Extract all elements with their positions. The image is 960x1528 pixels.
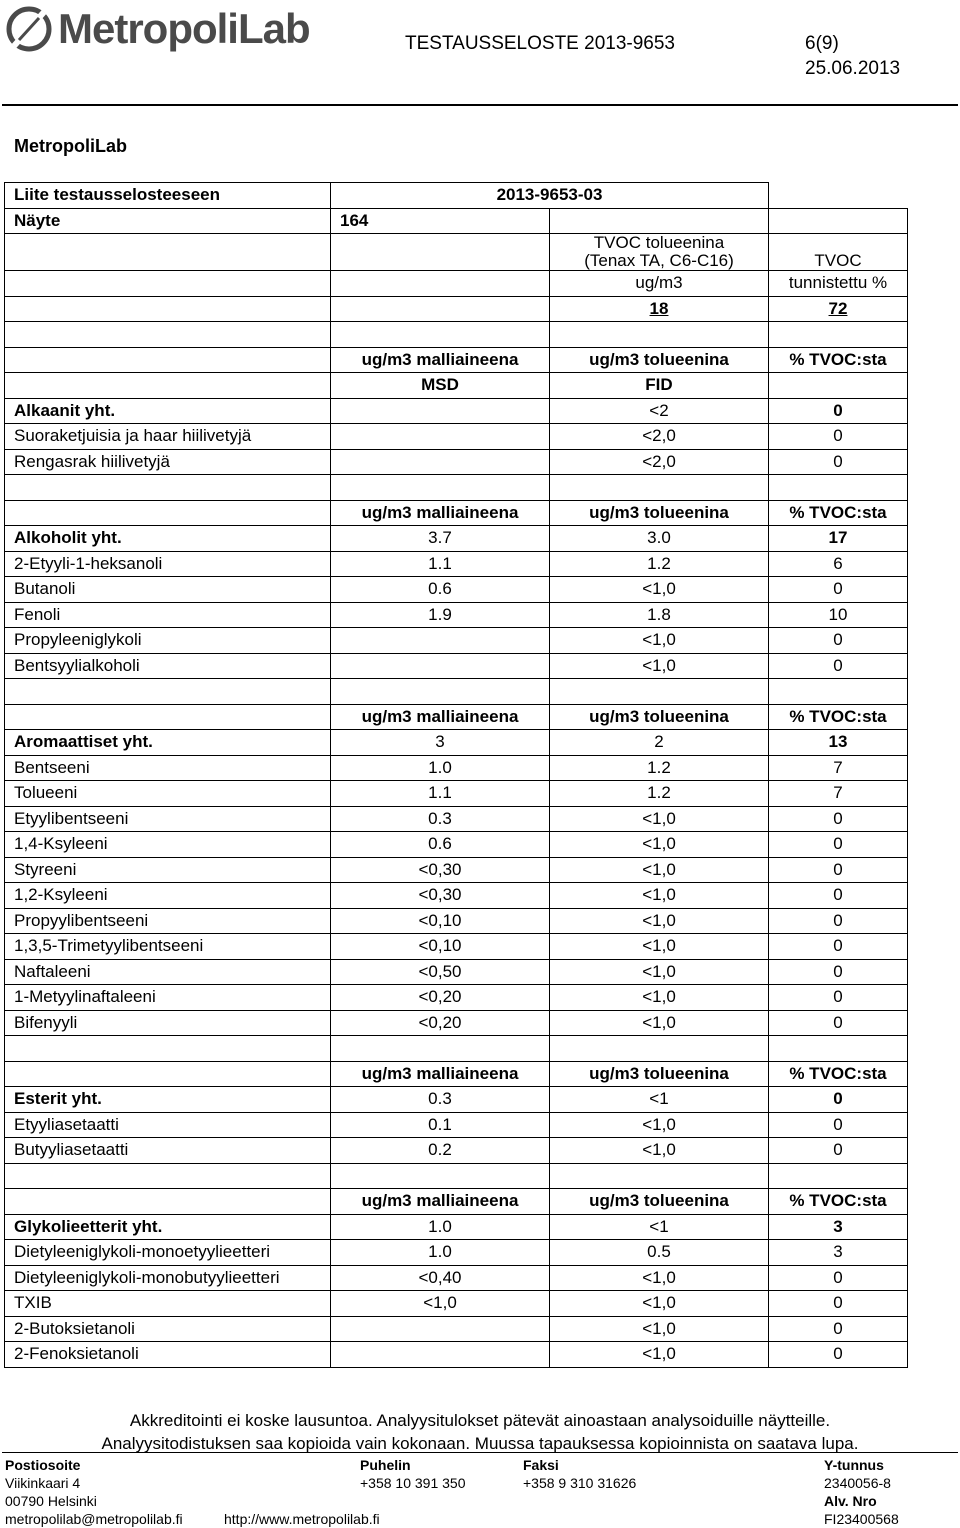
value-tolueenina: <1,0 <box>550 1112 769 1138</box>
header-empty-cell <box>5 1061 331 1087</box>
compound-name: Fenoli <box>5 602 331 628</box>
footer-phone <box>360 1456 466 1492</box>
value-tvoc-percent: 0 <box>769 1291 908 1317</box>
column-header-row <box>5 1189 908 1215</box>
results-table <box>4 182 908 1368</box>
compound-name: 2-Fenoksietanoli <box>5 1342 331 1368</box>
value-malliaineena: <1,0 <box>331 1291 550 1317</box>
value-tolueenina: <1,0 <box>550 959 769 985</box>
value-malliaineena <box>331 653 550 679</box>
detector-row <box>5 373 908 399</box>
group-name: Glykolieetterit yht. <box>5 1214 331 1240</box>
value-tolueenina: <1,0 <box>550 1291 769 1317</box>
value-tolueenina: 1.2 <box>550 781 769 807</box>
group-total-row <box>5 398 908 424</box>
group-name: Esterit yht. <box>5 1087 331 1113</box>
company-name: MetropoliLab <box>14 136 127 156</box>
value-malliaineena: 0.6 <box>331 577 550 603</box>
compound-name: TXIB <box>5 1291 331 1317</box>
compound-row <box>5 1316 908 1342</box>
value-tvoc-percent: 0 <box>769 1010 908 1036</box>
compound-row <box>5 1010 908 1036</box>
compound-row <box>5 449 908 475</box>
header-empty-cell <box>5 704 331 730</box>
value-tolueenina: <1,0 <box>550 628 769 654</box>
compound-name: Etyyliasetaatti <box>5 1112 331 1138</box>
value-tvoc-percent: 0 <box>769 1112 908 1138</box>
value-tolueenina: 1.8 <box>550 602 769 628</box>
alv-value: FI23400568 <box>824 1511 899 1527</box>
value-malliaineena <box>331 449 550 475</box>
value-tvoc-percent: 0 <box>769 398 908 424</box>
group-total-row <box>5 1087 908 1113</box>
value-malliaineena <box>331 628 550 654</box>
col-header-malliaineena: ug/m3 malliaineena <box>331 347 550 373</box>
phone-number: +358 10 391 350 <box>360 1475 466 1491</box>
compound-name: Dietyleeniglykoli-monobutyylieetteri <box>5 1265 331 1291</box>
value-tvoc-percent: 0 <box>769 934 908 960</box>
value-tolueenina: <1 <box>550 1214 769 1240</box>
city: 00790 Helsinki <box>5 1493 97 1509</box>
value-malliaineena <box>331 424 550 450</box>
attachment-row <box>5 183 908 209</box>
value-tvoc-percent: 6 <box>769 551 908 577</box>
value-tolueenina: <1,0 <box>550 1316 769 1342</box>
brand-name: MetropoliLab <box>58 5 310 52</box>
value-malliaineena: <0,30 <box>331 857 550 883</box>
value-tvoc-percent: 0 <box>769 1138 908 1164</box>
value-tvoc-percent: 0 <box>769 832 908 858</box>
value-malliaineena: 3.7 <box>331 526 550 552</box>
fax-label: Faksi <box>523 1457 559 1473</box>
compound-name: Styreeni <box>5 857 331 883</box>
value-tolueenina: <1,0 <box>550 857 769 883</box>
compound-name: Propyleeniglykoli <box>5 628 331 654</box>
value-malliaineena: 0.2 <box>331 1138 550 1164</box>
footer-ids <box>824 1456 899 1528</box>
compound-row <box>5 1138 908 1164</box>
value-malliaineena: 3 <box>331 730 550 756</box>
col-header-tolueenina: ug/m3 tolueenina <box>550 500 769 526</box>
value-tvoc-percent: 0 <box>769 959 908 985</box>
address-label: Postiosoite <box>5 1457 81 1473</box>
value-tolueenina: <1 <box>550 1087 769 1113</box>
value-tvoc-percent: 0 <box>769 577 908 603</box>
compound-row <box>5 1291 908 1317</box>
web-link[interactable]: http://www.metropolilab.fi <box>224 1511 380 1527</box>
col-header-malliaineena: ug/m3 malliaineena <box>331 704 550 730</box>
column-header-row <box>5 347 908 373</box>
value-tvoc-percent: 0 <box>769 1342 908 1368</box>
header-empty-cell <box>5 500 331 526</box>
column-header-row <box>5 500 908 526</box>
value-tolueenina: <1,0 <box>550 806 769 832</box>
detector-msd: MSD <box>331 373 550 399</box>
value-tvoc-percent: 17 <box>769 526 908 552</box>
compound-name: Butyyliasetaatti <box>5 1138 331 1164</box>
value-tvoc-percent: 0 <box>769 449 908 475</box>
value-malliaineena: <0,20 <box>331 1010 550 1036</box>
column-header-row <box>5 704 908 730</box>
value-tolueenina: <1,0 <box>550 985 769 1011</box>
compound-name: Butanoli <box>5 577 331 603</box>
compound-row <box>5 806 908 832</box>
tvoc-identified-value: 72 <box>769 296 908 322</box>
ytunnus-label: Y-tunnus <box>824 1457 884 1473</box>
compound-row <box>5 985 908 1011</box>
compound-row <box>5 755 908 781</box>
value-tvoc-percent: 0 <box>769 424 908 450</box>
group-name: Aromaattiset yht. <box>5 730 331 756</box>
tvoc-toluene-unit: ug/m3 <box>550 271 769 297</box>
value-malliaineena: 0.3 <box>331 806 550 832</box>
attachment-label: Liite testausselosteeseen <box>5 183 331 209</box>
value-tvoc-percent: 0 <box>769 1265 908 1291</box>
value-malliaineena: 1.0 <box>331 1240 550 1266</box>
sample-row <box>5 208 908 234</box>
alv-label: Alv. Nro <box>824 1493 877 1509</box>
footer-notes <box>0 1409 960 1455</box>
value-tolueenina: <2,0 <box>550 449 769 475</box>
value-tolueenina: <1,0 <box>550 653 769 679</box>
compound-name: Bifenyyli <box>5 1010 331 1036</box>
value-malliaineena: 1.0 <box>331 755 550 781</box>
metropolilab-logo-icon <box>6 6 52 52</box>
tvoc-toluene-value: 18 <box>550 296 769 322</box>
footer-divider <box>2 1452 958 1453</box>
compound-row <box>5 832 908 858</box>
compound-row <box>5 1240 908 1266</box>
value-malliaineena: 1.1 <box>331 551 550 577</box>
value-tolueenina: <1,0 <box>550 1138 769 1164</box>
compound-row <box>5 1265 908 1291</box>
header-empty-cell <box>5 347 331 373</box>
compound-row <box>5 653 908 679</box>
col-header-tvoc-percent: % TVOC:sta <box>769 704 908 730</box>
column-header-row <box>5 1061 908 1087</box>
sample-label: Näyte <box>5 208 331 234</box>
compound-name: Propyylibentseeni <box>5 908 331 934</box>
report-title: TESTAUSSELOSTE 2013-9653 <box>405 33 675 54</box>
group-name: Alkaanit yht. <box>5 398 331 424</box>
value-tolueenina: <1,0 <box>550 883 769 909</box>
email-link[interactable]: metropolilab@metropolilab.fi <box>5 1511 183 1527</box>
spacer-row <box>5 679 908 705</box>
value-malliaineena: <0,10 <box>331 908 550 934</box>
group-total-row <box>5 730 908 756</box>
value-tvoc-percent: 10 <box>769 602 908 628</box>
value-tvoc-percent: 0 <box>769 806 908 832</box>
compound-row <box>5 908 908 934</box>
value-tvoc-percent: 7 <box>769 755 908 781</box>
brand-logo <box>6 5 310 53</box>
value-tvoc-percent: 0 <box>769 1087 908 1113</box>
value-tvoc-percent: 13 <box>769 730 908 756</box>
col-header-tolueenina: ug/m3 tolueenina <box>550 704 769 730</box>
value-tolueenina: <2 <box>550 398 769 424</box>
tvoc-toluene-header: TVOC tolueenina (Tenax TA, C6-C16) <box>550 234 769 271</box>
attachment-value: 2013-9653-03 <box>331 183 769 209</box>
col-header-malliaineena: ug/m3 malliaineena <box>331 1061 550 1087</box>
col-header-tvoc-percent: % TVOC:sta <box>769 500 908 526</box>
compound-name: Bentseeni <box>5 755 331 781</box>
compound-name: 1,2-Ksyleeni <box>5 883 331 909</box>
value-tolueenina: 2 <box>550 730 769 756</box>
compound-row <box>5 1112 908 1138</box>
street: Viikinkaari 4 <box>5 1475 81 1491</box>
value-tvoc-percent: 3 <box>769 1240 908 1266</box>
compound-name: Bentsyylialkoholi <box>5 653 331 679</box>
detector-fid: FID <box>550 373 769 399</box>
value-malliaineena <box>331 1316 550 1342</box>
compound-name: Naftaleeni <box>5 959 331 985</box>
value-tvoc-percent: 7 <box>769 781 908 807</box>
col-header-tolueenina: ug/m3 tolueenina <box>550 1061 769 1087</box>
compound-name: 1-Metyylinaftaleeni <box>5 985 331 1011</box>
value-malliaineena: 0.1 <box>331 1112 550 1138</box>
value-tvoc-percent: 3 <box>769 1214 908 1240</box>
value-malliaineena <box>331 398 550 424</box>
spacer-row <box>5 322 908 348</box>
compound-name: 1,4-Ksyleeni <box>5 832 331 858</box>
tvoc-identified-unit: tunnistettu % <box>769 271 908 297</box>
tvoc-header-row <box>5 234 908 271</box>
tvoc-value-row <box>5 296 908 322</box>
group-total-row <box>5 1214 908 1240</box>
compound-row <box>5 628 908 654</box>
value-tolueenina: <1,0 <box>550 1342 769 1368</box>
compound-name: Etyylibentseeni <box>5 806 331 832</box>
value-tolueenina: <2,0 <box>550 424 769 450</box>
compound-row <box>5 577 908 603</box>
phone-label: Puhelin <box>360 1457 411 1473</box>
compound-name: 2-Butoksietanoli <box>5 1316 331 1342</box>
value-malliaineena: <0,40 <box>331 1265 550 1291</box>
value-malliaineena: <0,10 <box>331 934 550 960</box>
accreditation-note: Akkreditointi ei koske lausuntoa. Analyysitulokset pätevät ainoastaan analysoiduille näytteille. <box>129 1411 831 1430</box>
group-name: Alkoholit yht. <box>5 526 331 552</box>
compound-row <box>5 781 908 807</box>
col-header-tvoc-percent: % TVOC:sta <box>769 1061 908 1087</box>
compound-row <box>5 424 908 450</box>
value-tolueenina: <1,0 <box>550 1265 769 1291</box>
value-malliaineena: 0.6 <box>331 832 550 858</box>
group-total-row <box>5 526 908 552</box>
value-tvoc-percent: 0 <box>769 883 908 909</box>
value-tolueenina: 1.2 <box>550 551 769 577</box>
compound-name: Suoraketjuisia ja haar hiilivetyjä <box>5 424 331 450</box>
col-header-malliaineena: ug/m3 malliaineena <box>331 500 550 526</box>
compound-row <box>5 857 908 883</box>
compound-row <box>5 934 908 960</box>
footer-fax <box>523 1456 636 1492</box>
col-header-tvoc-percent: % TVOC:sta <box>769 1189 908 1215</box>
spacer-row <box>5 475 908 501</box>
col-header-tolueenina: ug/m3 tolueenina <box>550 1189 769 1215</box>
footer-web <box>224 1510 380 1528</box>
compound-name: Dietyleeniglykoli-monoetyylieetteri <box>5 1240 331 1266</box>
value-malliaineena <box>331 1342 550 1368</box>
value-malliaineena: <0,20 <box>331 985 550 1011</box>
col-header-tolueenina: ug/m3 tolueenina <box>550 347 769 373</box>
value-malliaineena: <0,50 <box>331 959 550 985</box>
fax-number: +358 9 310 31626 <box>523 1475 637 1491</box>
compound-row <box>5 602 908 628</box>
report-date: 25.06.2013 <box>805 58 901 79</box>
value-malliaineena: 1.9 <box>331 602 550 628</box>
compound-name: Tolueeni <box>5 781 331 807</box>
sample-value: 164 <box>331 208 550 234</box>
value-tolueenina: 1.2 <box>550 755 769 781</box>
col-header-tvoc-percent: % TVOC:sta <box>769 347 908 373</box>
value-tvoc-percent: 0 <box>769 628 908 654</box>
value-tolueenina: 3.0 <box>550 526 769 552</box>
ytunnus-value: 2340056-8 <box>824 1475 891 1491</box>
col-header-malliaineena: ug/m3 malliaineena <box>331 1189 550 1215</box>
footer-address <box>5 1456 183 1528</box>
compound-name: 1,3,5-Trimetyylibentseeni <box>5 934 331 960</box>
value-tvoc-percent: 0 <box>769 908 908 934</box>
compound-row <box>5 1342 908 1368</box>
compound-name: Rengasrak hiilivetyjä <box>5 449 331 475</box>
value-tvoc-percent: 0 <box>769 1316 908 1342</box>
spacer-row <box>5 1163 908 1189</box>
value-malliaineena: <0,30 <box>331 883 550 909</box>
tvoc-identified-header: TVOC <box>769 234 908 271</box>
value-tolueenina: <1,0 <box>550 934 769 960</box>
value-malliaineena: 1.1 <box>331 781 550 807</box>
value-tolueenina: 0.5 <box>550 1240 769 1266</box>
page-number: 6(9) <box>805 33 839 54</box>
value-tolueenina: <1,0 <box>550 577 769 603</box>
tvoc-unit-row <box>5 271 908 297</box>
header-divider <box>2 104 958 106</box>
header-empty-cell <box>5 1189 331 1215</box>
spacer-row <box>5 1036 908 1062</box>
value-malliaineena: 1.0 <box>331 1214 550 1240</box>
value-malliaineena: 0.3 <box>331 1087 550 1113</box>
value-tolueenina: <1,0 <box>550 1010 769 1036</box>
compound-row <box>5 883 908 909</box>
copy-note: Analyysitodistuksen saa kopioida vain kokonaan. Muussa tapauksessa kopioinnista on saatava lupa. <box>101 1434 859 1453</box>
compound-name: 2-Etyyli-1-heksanoli <box>5 551 331 577</box>
compound-row <box>5 551 908 577</box>
value-tolueenina: <1,0 <box>550 908 769 934</box>
value-tvoc-percent: 0 <box>769 653 908 679</box>
compound-row <box>5 959 908 985</box>
value-tolueenina: <1,0 <box>550 832 769 858</box>
value-tvoc-percent: 0 <box>769 857 908 883</box>
value-tvoc-percent: 0 <box>769 985 908 1011</box>
